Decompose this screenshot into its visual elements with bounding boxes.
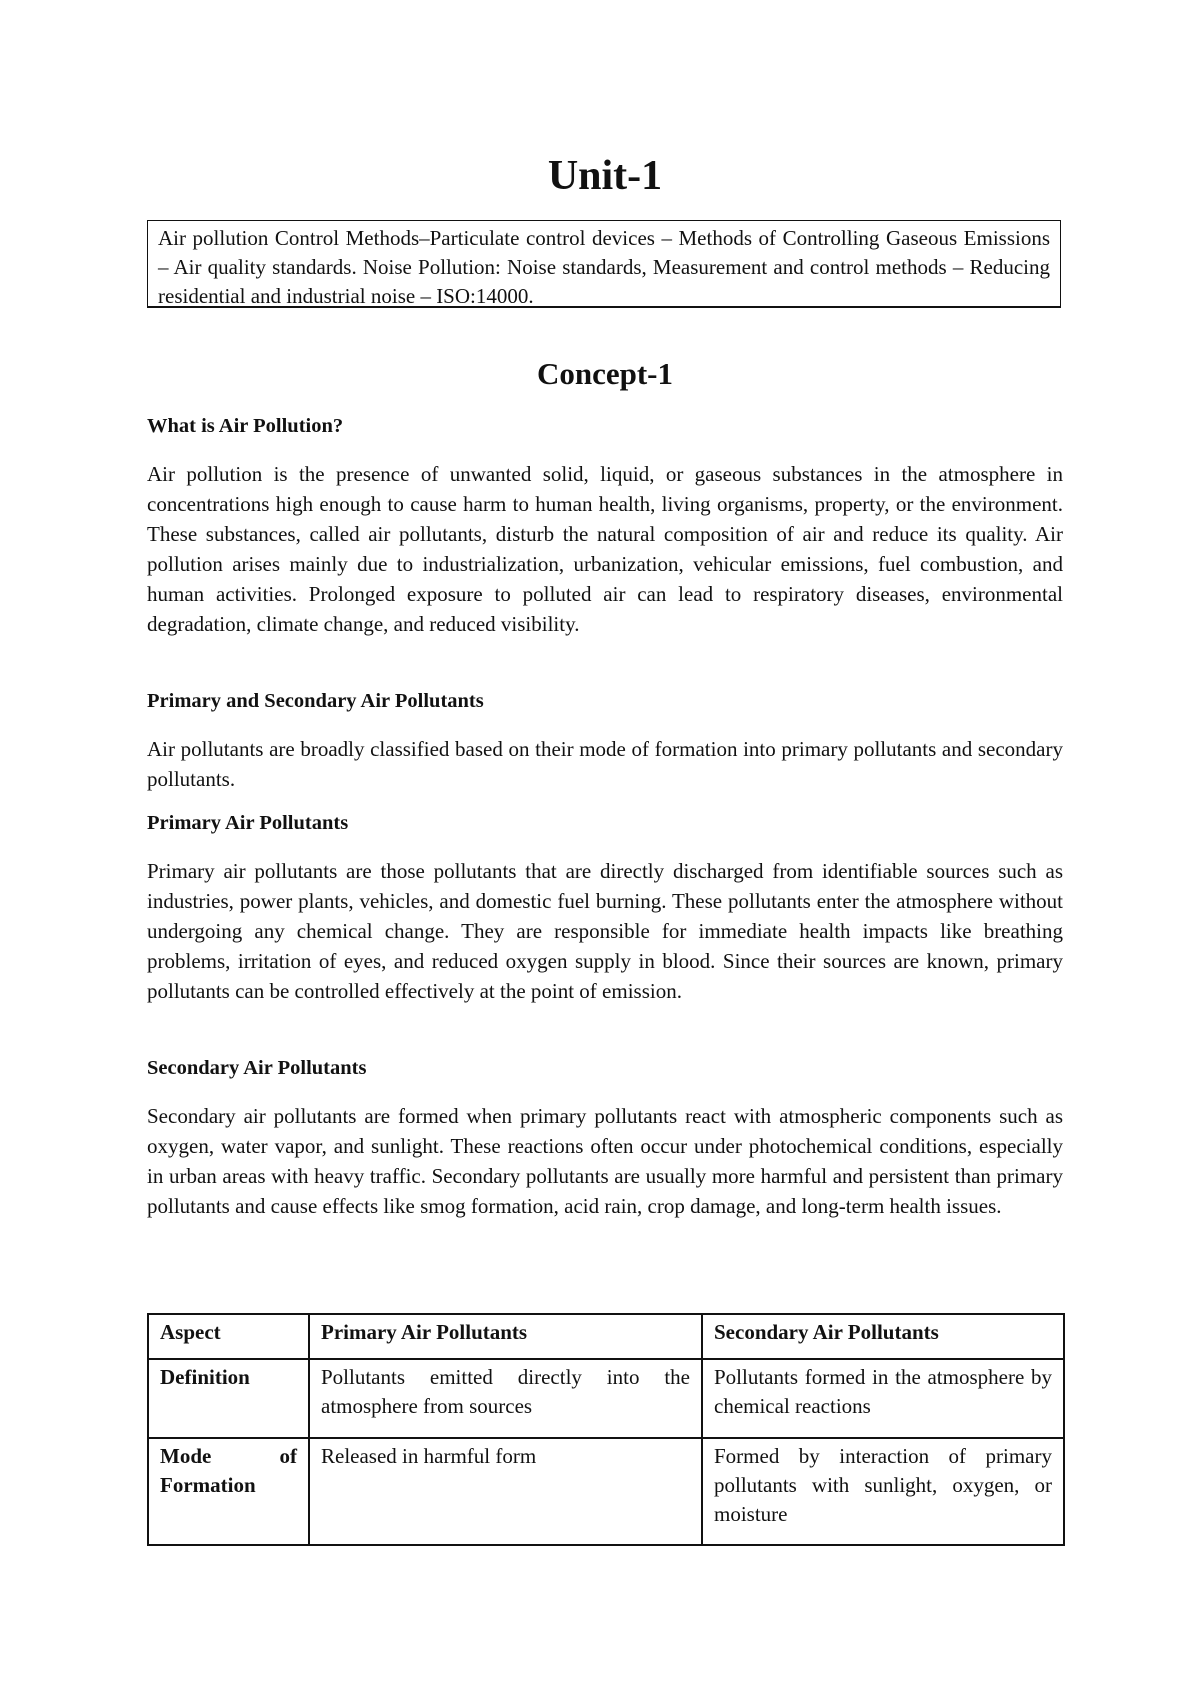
section-text-primary-and-secondary: Air pollutants are broadly classified based on their mode of formation into primary pollutants and secondary pollutants. [147, 737, 1063, 791]
unit-title: Unit-1 [547, 153, 663, 199]
table-row [148, 1359, 1064, 1438]
table-cell-secondary: Formed by interaction of primary pollutants with sunlight, oxygen, or moisture [702, 1438, 1064, 1545]
section-text-what-is-air-pollution: Air pollution is the presence of unwanted solid, liquid, or gaseous substances in the atmosphere in concentrations high enough to cause harm to human health, living organisms, property, or the environment. These substances, called air pollutants, disturb the natural composition of air and reduce its quality. Air pollution arises mainly due to industrialization, urbanization, vehicular emissions, fuel combustion, and human activities. Prolonged exposure to polluted air can lead to respiratory diseases, environmental degradation, climate change, and reduced visibility. [147, 462, 1063, 636]
section-heading-secondary-pollutants: Secondary Air Pollutants [147, 1057, 367, 1079]
section-heading-primary-and-secondary: Primary and Secondary Air Pollutants [147, 690, 484, 712]
section-text-secondary-pollutants: Secondary air pollutants are formed when primary pollutants react with atmospheric components such as oxygen, water vapor, and sunlight. These reactions often occur under photochemical conditions, especially in urban areas with heavy traffic. Secondary pollutants are usually more harmful and persistent than primary pollutants and cause effects like smog formation, acid rain, crop damage, and long-term health issues. [147, 1104, 1063, 1218]
table-header-secondary: Secondary Air Pollutants [702, 1314, 1064, 1359]
table-cell-primary: Pollutants emitted directly into the atmosphere from sources [309, 1359, 702, 1438]
table-header-primary: Primary Air Pollutants [309, 1314, 702, 1359]
syllabus-box: Air pollution Control Methods–Particulate control devices – Methods of Controlling Gaseous Emissions – Air quality standards. Noise Pollution: Noise standards, Measurement and control methods – Reducing residential and industrial noise – ISO:14000. [147, 220, 1061, 308]
table-cell-aspect: Definition [148, 1359, 309, 1438]
concept-title: Concept-1 [536, 356, 674, 391]
table-cell-aspect: Mode of Formation [148, 1438, 309, 1545]
section-heading-primary-pollutants: Primary Air Pollutants [147, 812, 349, 834]
section-text-primary-pollutants: Primary air pollutants are those pollutants that are directly discharged from identifiable sources such as industries, power plants, vehicles, and domestic fuel burning. These pollutants enter the atmosphere without undergoing any chemical change. They are responsible for immediate health impacts like breathing problems, irritation of eyes, and reduced oxygen supply in blood. Since their sources are known, primary pollutants can be controlled effectively at the point of emission. [147, 859, 1063, 1003]
section-heading-what-is-air-pollution: What is Air Pollution? [147, 415, 344, 437]
comparison-table [147, 1313, 1065, 1546]
table-cell-primary: Released in harmful form [309, 1438, 702, 1545]
table-header-row [148, 1314, 1064, 1359]
table-cell-secondary: Pollutants formed in the atmosphere by chemical reactions [702, 1359, 1064, 1438]
table-row [148, 1438, 1064, 1545]
table-header-aspect: Aspect [148, 1314, 309, 1359]
